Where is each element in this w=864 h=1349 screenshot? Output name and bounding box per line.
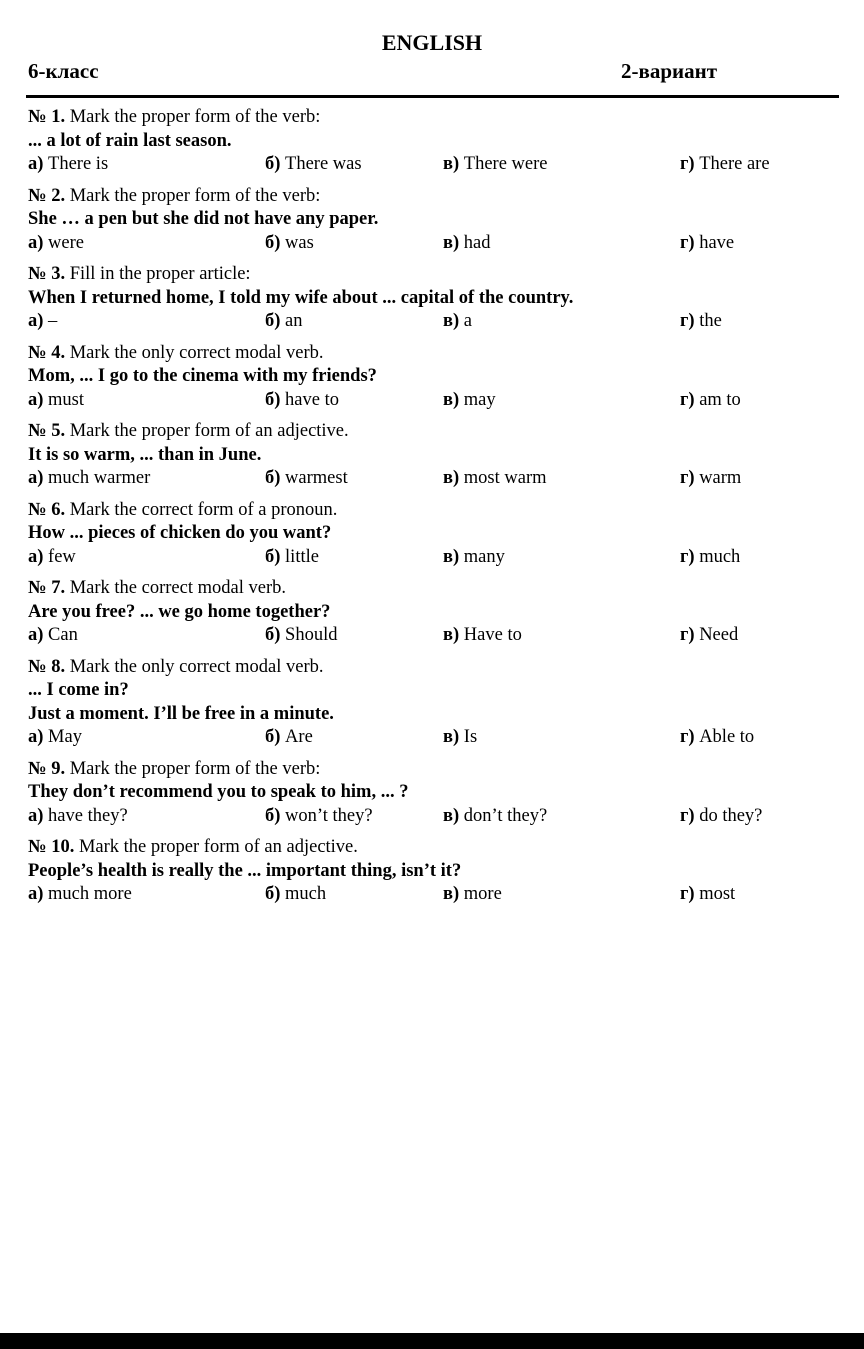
- question-number: № 1.: [28, 107, 66, 127]
- option-text: won’t they?: [285, 805, 373, 826]
- answer-option: [680, 624, 738, 648]
- option-letter: в): [443, 154, 460, 174]
- answer-option: [443, 805, 547, 829]
- option-text: Is: [463, 727, 478, 747]
- option-text: most: [699, 884, 736, 904]
- option-letter: а): [28, 805, 44, 826]
- question-stem: When I returned home, I told my wife about ... capital of the country.: [28, 287, 574, 308]
- question-stem: Are you free? ... we go home together?: [28, 601, 331, 622]
- question-stem: ... I come in?: [28, 680, 129, 700]
- question-number: № 7.: [28, 578, 66, 598]
- question-stem: They don’t recommend you to speak to him, ... ?: [28, 782, 409, 802]
- option-text: must: [48, 389, 85, 410]
- option-text: Should: [285, 625, 338, 645]
- question-instruction: Mark the correct form of a pronoun.: [69, 499, 338, 520]
- option-letter: г): [680, 311, 695, 331]
- option-text: had: [463, 232, 491, 253]
- option-letter: г): [680, 232, 695, 253]
- answer-option: [28, 153, 108, 177]
- answer-option: [265, 310, 303, 334]
- answer-option: [443, 467, 547, 491]
- question-stem: She … a pen but she did not have any paper.: [28, 209, 379, 229]
- option-letter: г): [680, 625, 695, 645]
- option-letter: в): [443, 232, 460, 253]
- option-text: have to: [285, 389, 339, 410]
- question-block: [28, 185, 838, 256]
- option-text: most warm: [463, 468, 547, 488]
- option-letter: б): [265, 232, 281, 253]
- question-header: [28, 106, 838, 130]
- answer-options: [28, 546, 838, 570]
- option-text: Can: [48, 625, 78, 645]
- option-text: Have to: [463, 625, 522, 645]
- answer-option: [443, 546, 505, 570]
- question-header: [28, 656, 838, 680]
- question-number: № 3.: [28, 264, 66, 284]
- option-letter: б): [265, 625, 281, 645]
- option-letter: а): [28, 154, 44, 174]
- option-letter: б): [265, 884, 281, 904]
- question-block: [28, 656, 838, 750]
- answer-option: [443, 232, 491, 256]
- question-number: № 8.: [28, 656, 66, 677]
- answer-option: [680, 153, 770, 177]
- option-letter: г): [680, 805, 695, 826]
- question-stem: Mom, ... I go to the cinema with my friends?: [28, 366, 377, 386]
- option-text: don’t they?: [463, 805, 548, 826]
- option-letter: в): [443, 389, 460, 410]
- answer-option: [28, 310, 57, 334]
- answer-option: [680, 232, 734, 256]
- document-title: ENGLISH: [381, 30, 483, 55]
- answer-option: [28, 232, 84, 256]
- option-letter: г): [680, 727, 695, 747]
- question-instruction: Mark the only correct modal verb.: [69, 342, 324, 363]
- question-instruction: Mark the proper form of the verb:: [69, 185, 321, 206]
- option-text: warm: [699, 468, 742, 488]
- option-letter: г): [680, 154, 695, 174]
- answer-options: [28, 883, 838, 907]
- answer-option: [28, 389, 84, 413]
- question-instruction: Mark the correct modal verb.: [69, 578, 286, 598]
- question-header: [28, 836, 838, 860]
- question-instruction: Mark the proper form of the verb:: [69, 758, 321, 779]
- option-letter: в): [443, 884, 460, 904]
- option-text: There was: [285, 154, 362, 174]
- option-text: warmest: [285, 468, 348, 488]
- option-letter: б): [265, 805, 281, 826]
- answer-options: [28, 726, 838, 750]
- option-letter: а): [28, 884, 44, 904]
- answer-options: [28, 624, 838, 648]
- option-text: There are: [699, 154, 770, 174]
- question-header: [28, 420, 838, 444]
- option-letter: а): [28, 389, 44, 410]
- option-text: an: [285, 311, 303, 331]
- question-instruction: Mark the proper form of the verb:: [69, 107, 321, 127]
- answer-options: [28, 805, 838, 829]
- question-stem: How ... pieces of chicken do you want?: [28, 523, 332, 543]
- question-number: № 6.: [28, 499, 66, 520]
- answer-option: [680, 805, 762, 829]
- answer-options: [28, 232, 838, 256]
- answer-option: [265, 467, 348, 491]
- answer-option: [443, 310, 472, 334]
- option-text: Are: [285, 727, 313, 747]
- option-letter: в): [443, 805, 460, 826]
- option-text: much warmer: [48, 468, 151, 488]
- option-letter: а): [28, 311, 44, 331]
- bottom-edge-bar: [0, 1333, 864, 1349]
- answer-option: [28, 726, 82, 750]
- answer-option: [443, 389, 496, 413]
- option-letter: в): [443, 468, 460, 488]
- answer-option: [680, 467, 741, 491]
- option-letter: г): [680, 884, 695, 904]
- option-letter: б): [265, 389, 281, 410]
- option-text: have they?: [48, 805, 128, 826]
- option-text: may: [463, 389, 496, 410]
- grade-label: 6-класс: [28, 59, 99, 83]
- question-block: [28, 106, 838, 177]
- option-letter: г): [680, 389, 695, 410]
- answer-option: [28, 624, 78, 648]
- variant-label: 2-вариант: [621, 59, 718, 83]
- question-block: [28, 420, 838, 491]
- option-text: were: [48, 232, 84, 253]
- option-text: the: [699, 311, 722, 331]
- answer-option: [265, 232, 314, 256]
- option-letter: б): [265, 468, 281, 488]
- option-letter: а): [28, 232, 44, 253]
- question-number: № 2.: [28, 185, 66, 206]
- option-letter: а): [28, 727, 44, 747]
- option-text: Able to: [699, 727, 755, 747]
- answer-option: [680, 726, 754, 750]
- option-text: a: [463, 311, 472, 331]
- answer-options: [28, 467, 838, 491]
- question-block: [28, 758, 838, 829]
- option-text: was: [285, 232, 314, 253]
- question-instruction: Fill in the proper article:: [69, 264, 251, 284]
- option-letter: а): [28, 625, 44, 645]
- answer-option: [443, 726, 477, 750]
- answer-options: [28, 310, 838, 334]
- option-text: much: [285, 884, 327, 904]
- header-divider: [26, 95, 839, 98]
- answer-option: [265, 883, 326, 907]
- answer-option: [680, 546, 740, 570]
- question-block: [28, 577, 838, 648]
- answer-option: [265, 726, 313, 750]
- option-text: much more: [48, 884, 132, 904]
- question-header: [28, 185, 838, 209]
- question-block: [28, 263, 838, 334]
- option-letter: б): [265, 546, 281, 567]
- option-text: few: [48, 546, 76, 567]
- option-text: have: [699, 232, 735, 253]
- question-block: [28, 499, 838, 570]
- option-letter: а): [28, 546, 44, 567]
- answer-option: [265, 389, 339, 413]
- question-block: [28, 342, 838, 413]
- option-text: There is: [48, 154, 109, 174]
- option-text: much: [699, 546, 741, 567]
- question-stem: Just a moment. I’ll be free in a minute.: [28, 703, 334, 724]
- option-letter: в): [443, 311, 460, 331]
- answer-option: [680, 310, 722, 334]
- question-header: [28, 499, 838, 523]
- option-letter: б): [265, 727, 281, 747]
- option-text: May: [48, 727, 82, 747]
- answer-option: [28, 467, 150, 491]
- question-header: [28, 577, 838, 601]
- question-header: [28, 758, 838, 782]
- answer-option: [265, 153, 362, 177]
- option-letter: б): [265, 311, 281, 331]
- answer-option: [265, 624, 337, 648]
- answer-option: [443, 153, 547, 177]
- question-stem: People’s health is really the ... important thing, isn’t it?: [28, 860, 462, 881]
- question-header: [28, 263, 838, 287]
- option-text: more: [463, 884, 502, 904]
- option-text: There were: [463, 154, 548, 174]
- option-text: little: [285, 546, 319, 567]
- option-text: do they?: [699, 805, 763, 826]
- option-letter: в): [443, 625, 460, 645]
- question-number: № 9.: [28, 758, 66, 779]
- answer-option: [680, 389, 741, 413]
- option-text: am to: [699, 389, 741, 410]
- option-letter: б): [265, 154, 281, 174]
- option-letter: в): [443, 727, 460, 747]
- answer-option: [680, 883, 735, 907]
- question-stem: ... a lot of rain last season.: [28, 130, 232, 151]
- question-stem: It is so warm, ... than in June.: [28, 444, 262, 465]
- option-letter: в): [443, 546, 460, 567]
- question-instruction: Mark the only correct modal verb.: [69, 656, 324, 677]
- question-block: [28, 836, 838, 907]
- answer-options: [28, 153, 838, 177]
- answer-option: [28, 883, 132, 907]
- question-instruction: Mark the proper form of an adjective.: [69, 421, 349, 441]
- option-text: many: [463, 546, 505, 567]
- question-number: № 5.: [28, 421, 66, 441]
- answer-option: [28, 805, 128, 829]
- question-list: [28, 106, 838, 915]
- option-letter: г): [680, 468, 695, 488]
- question-number: № 10.: [28, 837, 75, 857]
- answer-option: [443, 624, 522, 648]
- option-text: Need: [699, 625, 739, 645]
- question-header: [28, 342, 838, 366]
- answer-option: [443, 883, 502, 907]
- option-letter: а): [28, 468, 44, 488]
- option-text: –: [48, 311, 58, 331]
- option-letter: г): [680, 546, 695, 567]
- answer-option: [28, 546, 76, 570]
- answer-options: [28, 389, 838, 413]
- question-number: № 4.: [28, 342, 66, 363]
- answer-option: [265, 546, 319, 570]
- answer-option: [265, 805, 373, 829]
- question-instruction: Mark the proper form of an adjective.: [78, 837, 358, 857]
